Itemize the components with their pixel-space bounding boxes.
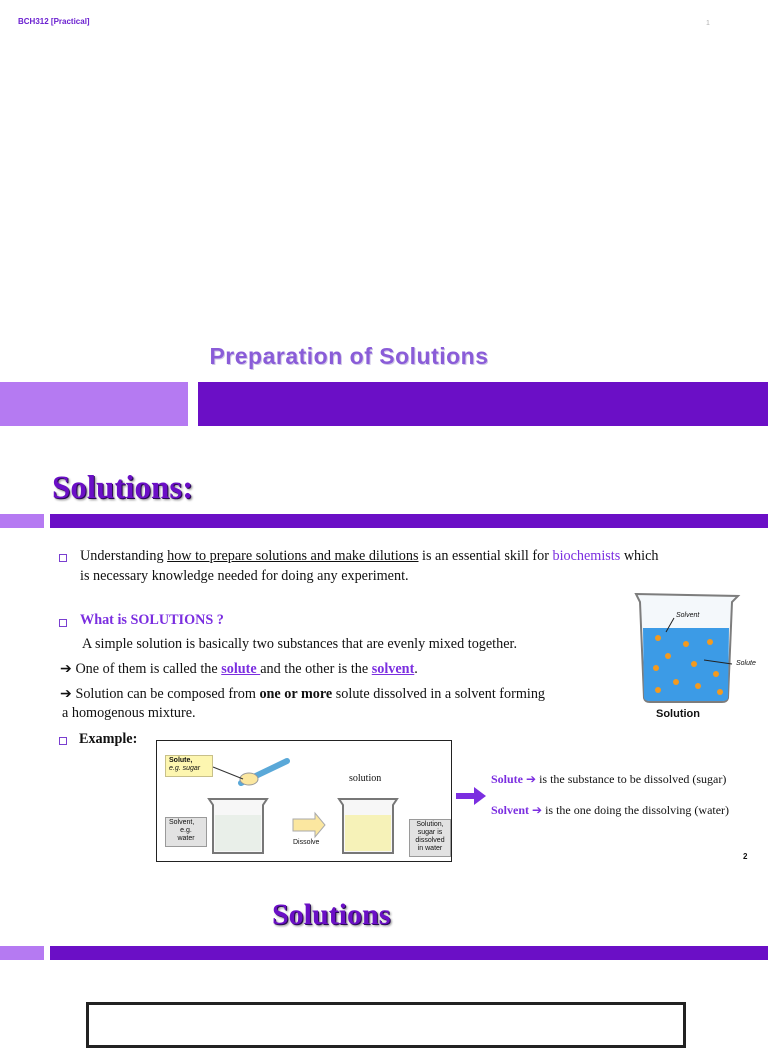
bullet-icon bbox=[59, 554, 67, 562]
intro-paragraph bbox=[80, 547, 659, 566]
beaker-illustration bbox=[628, 588, 768, 728]
solvent-box-line: Solvent, bbox=[169, 819, 195, 826]
page-number: 1 bbox=[706, 20, 710, 27]
solute-box-line: e.g. sugar bbox=[169, 765, 201, 772]
arrow-icon: ➔ bbox=[532, 803, 543, 817]
what-is-heading: What is SOLUTIONS ? bbox=[80, 612, 224, 628]
intro-link[interactable]: how to prepare solutions and make dilutions bbox=[167, 548, 419, 564]
solution-box bbox=[409, 819, 451, 857]
solute-line-text: . bbox=[414, 661, 418, 677]
solution-box-line: in water bbox=[417, 845, 443, 852]
solution-box-line: Solution, bbox=[416, 821, 444, 828]
intro-line-2: is necessary knowledge needed for doing any experiment. bbox=[80, 568, 409, 584]
beaker-caption: Solution bbox=[656, 708, 700, 720]
heading-bar-light bbox=[0, 946, 44, 960]
course-header: BCH312 [Practical] bbox=[18, 17, 90, 26]
slide-title: Preparation of Solutions bbox=[209, 343, 489, 369]
arrow-icon: ➔ bbox=[526, 772, 537, 786]
solute-note bbox=[491, 772, 726, 787]
intro-text: is an essential skill for bbox=[418, 548, 553, 564]
solvent-box bbox=[165, 817, 207, 847]
solute-note-text: is the substance to be dissolved (sugar) bbox=[536, 772, 727, 786]
solvent-box-line: water bbox=[177, 835, 195, 842]
solute-box bbox=[165, 755, 213, 777]
compose-text: solute dissolved in a solvent forming bbox=[332, 686, 546, 702]
example-figure bbox=[156, 740, 452, 862]
solvent-box-line: e.g. bbox=[180, 827, 192, 834]
content-frame bbox=[86, 1002, 686, 1048]
section-heading: Solutions: bbox=[52, 470, 194, 506]
solute-line-text: One of them is called the bbox=[75, 661, 222, 677]
definition-text: A simple solution is basically two substances that are evenly mixed together. bbox=[82, 636, 517, 652]
arrow-right-icon bbox=[456, 787, 486, 805]
bullet-icon bbox=[59, 619, 67, 627]
solution-box-line: sugar is bbox=[417, 829, 443, 836]
arrow-icon: ➔ bbox=[60, 686, 72, 702]
bullet-icon bbox=[59, 737, 67, 745]
compose-bold: one or more bbox=[259, 686, 333, 702]
intro-text: which bbox=[620, 548, 659, 564]
solvent-note bbox=[491, 803, 729, 818]
solution-box-line: dissolved bbox=[415, 837, 445, 844]
heading-bar-dark bbox=[50, 946, 768, 960]
arrow-icon: ➔ bbox=[60, 661, 72, 677]
example-label: Example: bbox=[79, 731, 138, 747]
solution-label: solution bbox=[349, 773, 382, 784]
title-bar-dark bbox=[198, 382, 768, 426]
solvent-term: solvent bbox=[371, 661, 415, 677]
solute-term: solute bbox=[221, 661, 261, 677]
intro-highlight: biochemists bbox=[552, 548, 621, 564]
compose-line bbox=[60, 685, 545, 704]
heading-bar-light bbox=[0, 514, 44, 528]
beaker-figure bbox=[628, 588, 768, 728]
title-bar-light bbox=[0, 382, 188, 426]
dissolve-label: Dissolve bbox=[293, 839, 320, 846]
solute-note-term: Solute bbox=[491, 772, 524, 786]
intro-text: Understanding bbox=[80, 548, 168, 564]
heading-bar-dark bbox=[50, 514, 768, 528]
compose-line-2: a homogenous mixture. bbox=[62, 705, 196, 721]
page-number: 2 bbox=[743, 852, 748, 861]
section-heading: Solutions bbox=[272, 898, 391, 931]
solute-line bbox=[60, 660, 418, 679]
solute-box-line: Solute, bbox=[169, 757, 193, 764]
beaker-solvent-label: Solvent bbox=[676, 612, 700, 619]
solute-line-text: and the other is the bbox=[260, 661, 372, 677]
solvent-note-text: is the one doing the dissolving (water) bbox=[542, 803, 730, 817]
solvent-note-term: Solvent bbox=[491, 803, 530, 817]
compose-text: Solution can be composed from bbox=[75, 686, 260, 702]
beaker-solute-label: Solute bbox=[736, 660, 756, 667]
